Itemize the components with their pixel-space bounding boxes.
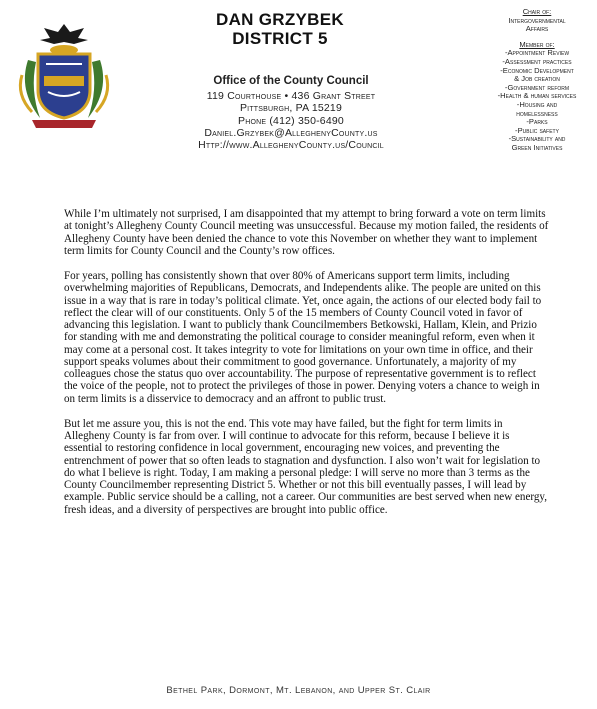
address-city: Pittsburgh, PA 15219 bbox=[239, 102, 343, 115]
statement-paragraph: For years, polling has consistently shown that over 80% of Americans support term limits, including overwhelming majorities of Republicans, Democrats, and Independents alike. The people are united on this issue in a way that is rare in today’s political climate. Yet, once again, the actions of our elected body fail to reflect the clear will of our constituents. Only 5 of the 15 members of County Council voted in favor of advancing this legislation. I want to publicly thank Councilmembers Betkowski, Hallam, Klein, and Prizio for standing with me and demonstrating the political courage to consider meaningful reform, even when it may come at a personal cost. It takes integrity to vote for limitations on your own time in office, and their support speaks volumes about their commitment to good governance. Unfortunately, a majority of my colleagues chose the status quo over accountability. The purpose of representative government is to reflect the voice of the people, not to protect the privileges of those in power. Denying voters a chance to weigh in on term limits is a disservice to democracy and an affront to public trust. bbox=[64, 270, 542, 405]
member-item: -Health & human services bbox=[497, 91, 577, 101]
councilmember-name-block bbox=[205, 10, 355, 48]
phone-number: Phone (412) 350-6490 bbox=[238, 114, 344, 127]
statement-body bbox=[64, 208, 550, 529]
office-title: Office of the County Council bbox=[213, 75, 369, 87]
chair-heading: Chair of: bbox=[522, 7, 552, 16]
email-address[interactable]: Daniel.Grzybek@AlleghenyCounty.us bbox=[204, 126, 378, 139]
website-url[interactable]: Http://www.AlleghenyCounty.us/Council bbox=[198, 139, 384, 152]
member-item: -Parks bbox=[526, 117, 548, 127]
district-communities-footer: Bethel Park, Dormont, Mt. Lebanon, and Upper St. Clair bbox=[166, 685, 431, 696]
member-heading: Member of: bbox=[519, 39, 555, 49]
committees-list bbox=[478, 8, 596, 153]
chair-item: Affairs bbox=[525, 24, 549, 34]
address-street: 119 Courthouse • 436 Grant Street bbox=[206, 90, 376, 102]
member-item: & Job creation bbox=[514, 74, 560, 84]
chair-item: Intergovernmental bbox=[508, 15, 566, 25]
member-item: -Appointment Review bbox=[504, 48, 570, 58]
statement-paragraph: While I’m ultimately not surprised, I am disappointed that my attempt to bring forward a vote on term limits at tonight’s Allegheny County Council meeting was unsuccessful. Because my motion failed, the residents of Allegheny County have been denied the chance to vote this November on whether they want to implement term limits for County Council and the County’s row offices. bbox=[64, 208, 549, 257]
county-seal-logo bbox=[14, 20, 114, 130]
eagle-icon bbox=[40, 24, 88, 44]
member-item: -Assessment practices bbox=[502, 56, 572, 66]
district-label: DISTRICT 5 bbox=[232, 29, 328, 48]
statement-paragraph: But let me assure you, this is not the end. This vote may have failed, but the fight for term limits in Allegheny County is far from over. I will continue to advocate for this reform, because I believe it is essential to restoring confidence in local government, encouraging new voices, and preventing the entrenchment of power that so often leads to stagnation and dysfunction. I also won’t wait for legislation to do what I believe is right. Today, I am making a personal pledge: I will serve no more than 3 terms as the County Councilmember representing District 5. Whether or not this bill eventually passes, I will lead by example. Public service should be a calling, not a career. Our communities are best served when new energy, fresh ideas, and a diversity of perspectives are brought into public office. bbox=[64, 417, 548, 516]
member-item: Green Initiatives bbox=[511, 142, 563, 152]
member-item: -Sustainability and bbox=[508, 134, 566, 144]
member-item: -Housing and bbox=[516, 99, 558, 109]
member-item: -Economic Development bbox=[500, 65, 574, 75]
member-item: homelessness bbox=[516, 108, 558, 118]
member-item: -Government reform bbox=[504, 82, 570, 92]
office-address-block bbox=[176, 74, 406, 151]
member-item: -Public safety bbox=[515, 125, 559, 135]
councilmember-name: DAN GRZYBEK bbox=[216, 10, 344, 29]
